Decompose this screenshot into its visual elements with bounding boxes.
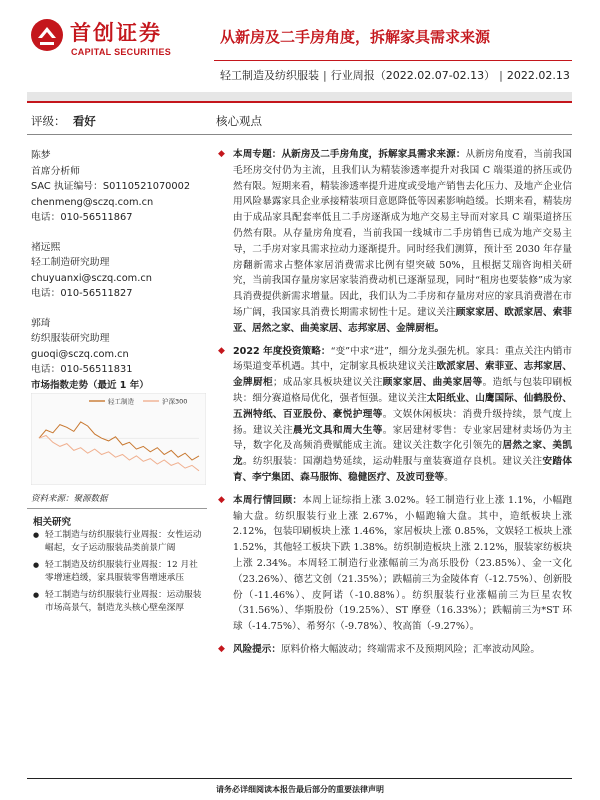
analyst-phone: 电话：010-56511827 [31, 288, 133, 299]
report-date: 2022.02.13 [506, 69, 570, 82]
analyst-name: 陈梦 [31, 150, 51, 161]
core-viewpoint-heading: 核心观点 [216, 114, 262, 128]
related-research-item[interactable]: ● 轻工制造与纺织服装行业周报：女性运动崛起，女子运动服装品类前景广阔 [33, 529, 205, 555]
report-type: 行业周报（2022.02.07-02.13） [330, 69, 496, 82]
related-research-item[interactable]: ● 轻工制造与纺织服装行业周报：运动服装市场高景气，制造龙头核心壁垒深厚 [33, 589, 205, 615]
viewpoint-paragraph [216, 147, 572, 337]
viewpoint-highlight: 欧派家居、索菲亚、志邦家居、金牌厨柜 [233, 361, 573, 389]
analyst-email: guoqi@sczq.com.cn [31, 348, 129, 360]
logo-mark-icon [30, 18, 64, 52]
viewpoint-text: 。 [444, 471, 454, 483]
header-red-rule [27, 101, 572, 103]
viewpoint-heading: 2022 年度投资策略： [233, 345, 331, 357]
analyst-email: chenmeng@sczq.com.cn [31, 196, 154, 208]
related-research-list [33, 529, 205, 619]
report-subtitle: 轻工制造及纺织服装 | 行业周报（2022.02.07-02.13） | 2022.02.13 [220, 69, 570, 82]
rating [31, 113, 96, 129]
analyst-name: 郭琦 [31, 317, 51, 329]
viewpoint-paragraph [216, 344, 572, 486]
analyst-license: SAC 执证编号：S0110521070002 [31, 181, 191, 192]
legal-footer: 请务必详细阅读本报告最后部分的重要法律声明 [216, 785, 384, 794]
viewpoint-text: 。文娱休闲板块：消费升级持续，景气度上扬。建议关注 [233, 408, 573, 436]
analyst-email: chuyuanxi@sczq.com.cn [31, 272, 152, 284]
analyst-role: 纺织服装研究助理 [31, 333, 110, 344]
header-grey-bar [27, 92, 572, 101]
analyst-role: 轻工制造研究助理 [31, 257, 110, 268]
rating-label: 评级： [31, 114, 66, 128]
bullet-icon: ◆ [218, 149, 225, 159]
analyst-card [31, 148, 206, 226]
bullet-icon: ◆ [218, 345, 225, 356]
viewpoint-highlight: 太阳纸业、山鹰国际、仙鹤股份、五洲特纸、百亚股份、豪悦护理等 [233, 392, 573, 420]
bullet-icon: ◆ [218, 643, 225, 654]
viewpoint-paragraph [216, 493, 572, 635]
viewpoint-highlight: 顾家家居、欧派家居、索菲亚、居然之家、曲美家居、志邦家居、金牌厨柜。 [233, 306, 573, 334]
rating-divider [27, 134, 572, 135]
viewpoint-text: 。家居建材零售：专业家居建材卖场仍为主导，数字化及高频消费赋能成主流。建议关注数字化引领先的 [233, 424, 573, 452]
legend-label-1: 轻工制造 [108, 397, 134, 406]
viewpoint-paragraph [216, 642, 572, 658]
viewpoint-text: 。造纸与包装印刷板块：细分赛道格局优化，强者恒强。建议关注 [233, 377, 573, 404]
analyst-phone: 电话：010-56511831 [31, 364, 133, 375]
market-index-chart [31, 393, 206, 485]
viewpoint-text: 原料价格大幅波动；终端需求不及预期风险；汇率波动风险。 [280, 643, 540, 655]
rating-value: 看好 [72, 114, 96, 128]
viewpoint-heading: 本周专题：从新房及二手房角度，拆解家具需求来源： [233, 149, 466, 160]
chart-divider [27, 508, 207, 509]
viewpoint-highlight: 居然之家、美凯龙 [233, 440, 573, 468]
chart-frame [31, 393, 206, 485]
logo-en-text: CAPITAL SECURITIES [71, 47, 172, 57]
report-title: 从新房及二手房角度，拆解家具需求来源 [220, 28, 491, 46]
analyst-card [31, 316, 206, 378]
viewpoint-highlight: 安踏体育、李宁集团、森马服饰、稳健医疗、及波司登等 [233, 456, 573, 483]
viewpoint-highlight: 晨光文具和周大生等 [292, 424, 383, 436]
analyst-list [31, 148, 206, 392]
chart-title: 市场指数走势（最近 1 年） [31, 380, 149, 391]
viewpoint-text: 。纺织服装：国潮趋势延续，运动鞋服与童装赛道存良机。建议关注 [242, 456, 543, 468]
viewpoint-text: “变”中求“进”，细分龙头强先机。家具：重点关注内销市场渠道变革机遇。其中，定制家具板块建议关注 [233, 345, 572, 373]
viewpoint-heading: 本周行情回顾： [233, 494, 303, 506]
bullet-icon: ◆ [218, 494, 225, 505]
viewpoint-text: 本周上证综指上涨 3.02%。轻工制造行业上涨 1.1%，小幅跑输大盘。纺织服装行业上涨 2.67%，小幅跑输大盘。其中，造纸板块上涨 2.12%，包装印刷板块上涨 1.46%，家居板块上涨 0.85%，文娱轻工板块上涨 1.52%，其他轻工板块下跌 1.38%。纺织制造板块上涨 2.12%，服装家纺板块上涨 2.34%。本周轻工制造行业涨幅前三为高乐股份（23.85%）、金一文化（23.26%）、德艺文创（21.35%）；跌幅前三为金陵体育（-12.75%）、创新股份（-11.46%）、皮阿诺（-10.88%）。纺织服装行业涨幅前三为巨星农牧（31.56%）、华斯股份（19.25%）、ST 摩登（16.33%）；跌幅前三为*ST 环球（-14.75%）、希努尔（-9.78%）、牧高笛（-9.27%）。 [233, 494, 573, 633]
analyst-name: 褚远熙 [31, 241, 61, 253]
viewpoint-text: 从新房角度看，当前我国毛坯房交付仍为主流，且我们认为精装渗透率提升对我国 C 端渠道的挤压或仍然有限。短期来看，精装渗透率提升进度或受地产销售去化压力、及地产企业信用风险暴露家具企业承接精装项目意愿降低等因素影响趋缓。长期来看，精装房由于成品家具配套率低且二手房逐渐成为地产交易主导而对家具 C 端渠道挤压仍然有限。从存量房角度看，当前我国一线城市二手房销售已成为地产交易主导，二手房对家具需求拉动力逐渐提升。同时经我们测算，预计至 2030 年存量房翻新需求占整体家居消费需求比例有望突破 50%，且根据艾瑞咨询相关研究，当前我国存量房家居家装消费动机已逐渐显现，同时“租房也要装修”成为家具消费提供新需求增量。因此，我们认为二手房和存量房对应的家具消费潜在市场广阔，我国家具消费长期需求韧性十足。建议关注 [233, 149, 573, 318]
chart-source: 资料来源：聚源数据 [31, 494, 108, 504]
industry-label: 轻工制造及纺织服装 [220, 69, 319, 82]
analyst-card [31, 240, 206, 302]
analyst-role: 首席分析师 [31, 165, 80, 177]
logo-cn-text: 首创证券 [70, 21, 162, 45]
related-research-title: 相关研究 [33, 517, 72, 528]
header-divider [214, 60, 572, 61]
company-logo [30, 14, 200, 66]
viewpoint-text: ；成品家具板块建议关注 [272, 377, 383, 389]
viewpoint-highlight: 顾家家居、曲美家居等 [382, 377, 483, 389]
core-viewpoints [216, 147, 572, 665]
analyst-phone: 电话：010-56511867 [31, 212, 133, 223]
viewpoint-heading: 风险提示： [233, 643, 281, 655]
legend-label-2: 沪深300 [162, 397, 188, 406]
related-research-item[interactable]: ● 轻工制造及纺织服装行业周报：12 月社零增速趋缓，家具服装零售增速承压 [33, 559, 205, 585]
footer-divider [27, 778, 572, 779]
